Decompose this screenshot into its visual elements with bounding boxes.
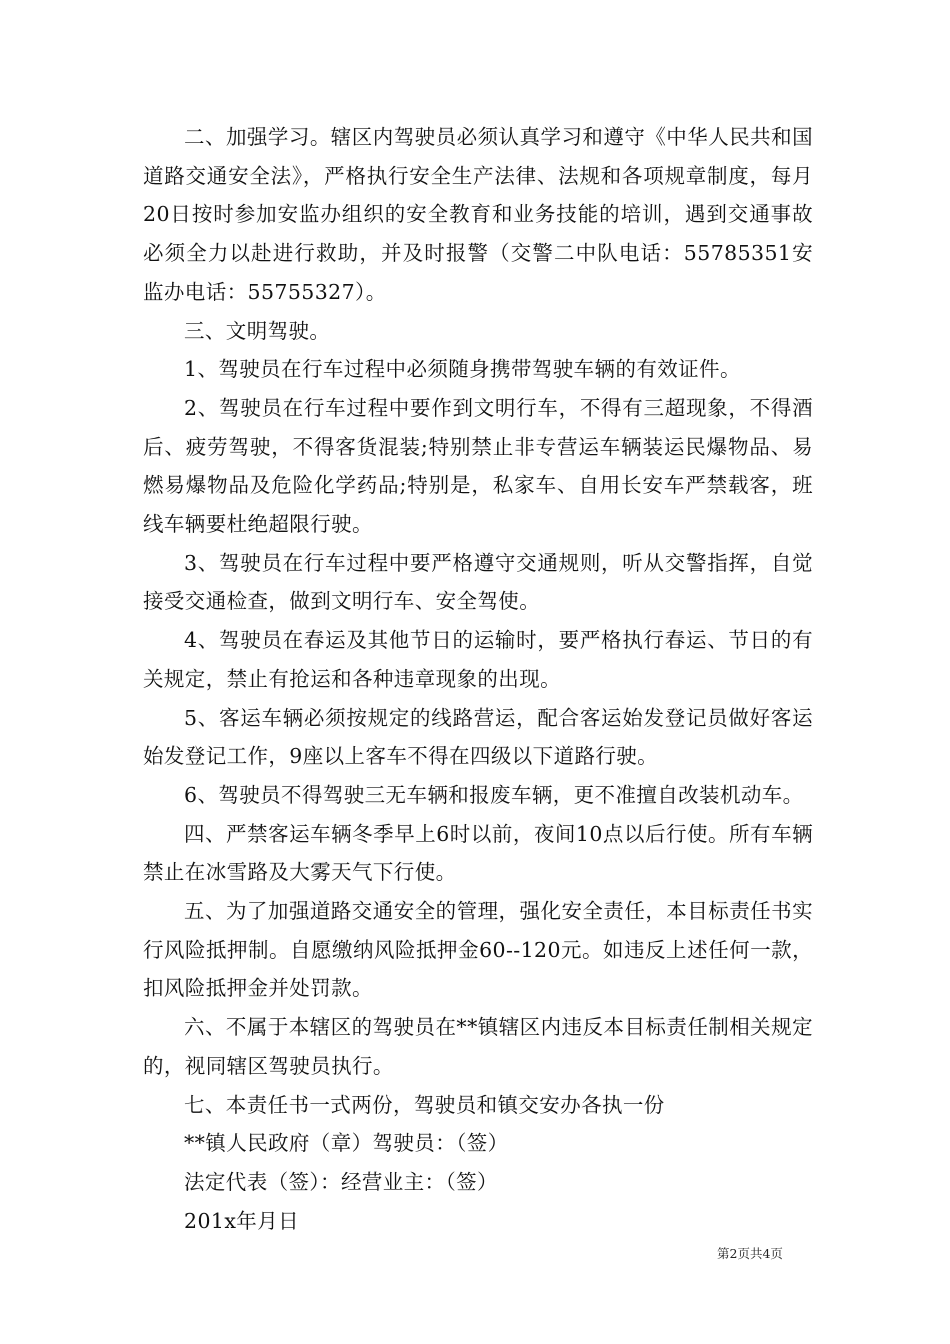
date-line: 201x年月日 (184, 1208, 299, 1233)
paragraph-6-nonresident: 六、不属于本辖区的驾驶员在**镇辖区内违反本目标责任制相关规定的，视同辖区驾驶员执行。 (143, 1015, 813, 1078)
paragraph-3-item-2: 2、驾驶员在行车过程中要作到文明行车，不得有三超现象，不得酒后、疲劳驾驶，不得客货混装;特别禁止非专营运车辆装运民爆物品、易燃易爆物品及危险化学药品;特别是，私家车、自用长安车严禁载客，班线车辆要杜绝超限行驶。 (143, 395, 813, 537)
paragraph-7-copies: 七、本责任书一式两份，驾驶员和镇交安办各执一份 (184, 1092, 665, 1117)
page-number-footer: 第2页共4页 (717, 1246, 783, 1261)
paragraph-3-item-4: 4、驾驶员在春运及其他节日的运输时，要严格执行春运、节日的有关规定，禁止有抢运和各种违章现象的出现。 (143, 628, 813, 691)
signature-line-representative: 法定代表（签）：经营业主：（签） (184, 1169, 498, 1194)
paragraph-2-study: 二、加强学习。辖区内驾驶员必须认真学习和遵守《中华人民共和国道路交通安全法》，严格执行安全生产法律、法规和各项规章制度，每月20日按时参加安监办组织的安全教育和业务技能的培训，遇到交通事故必须全力以赴进行救助，并及时报警（交警二中队电话：55785351安监办电话：55755327）。 (143, 125, 813, 304)
paragraph-4-restriction: 四、严禁客运车辆冬季早上6时以前，夜间10点以后行使。所有车辆禁止在冰雪路及大雾天气下行使。 (143, 821, 813, 885)
paragraph-3-item-3: 3、驾驶员在行车过程中要严格遵守交通规则，听从交警指挥，自觉接受交通检查，做到文明行车、安全驾使。 (143, 550, 813, 614)
paragraph-3-item-6: 6、驾驶员不得驾驶三无车辆和报废车辆，更不准擅自改装机动车。 (184, 782, 804, 807)
document-body (143, 118, 813, 1240)
signature-line-government: **镇人民政府（章）驾驶员：（签） (184, 1131, 509, 1156)
paragraph-5-deposit: 五、为了加强道路交通安全的管理，强化安全责任，本目标责任书实行风险抵押制。自愿缴纳风险抵押金60--120元。如违反上述任何一款，扣风险抵押金并处罚款。 (143, 899, 813, 1001)
paragraph-3-item-5: 5、客运车辆必须按规定的线路营运，配合客运始发登记员做好客运始发登记工作，9座以上客车不得在四级以下道路行驶。 (143, 705, 813, 769)
paragraph-3-item-1: 1、驾驶员在行车过程中必须随身携带驾驶车辆的有效证件。 (184, 357, 741, 382)
paragraph-3-heading: 三、文明驾驶。 (184, 318, 331, 343)
